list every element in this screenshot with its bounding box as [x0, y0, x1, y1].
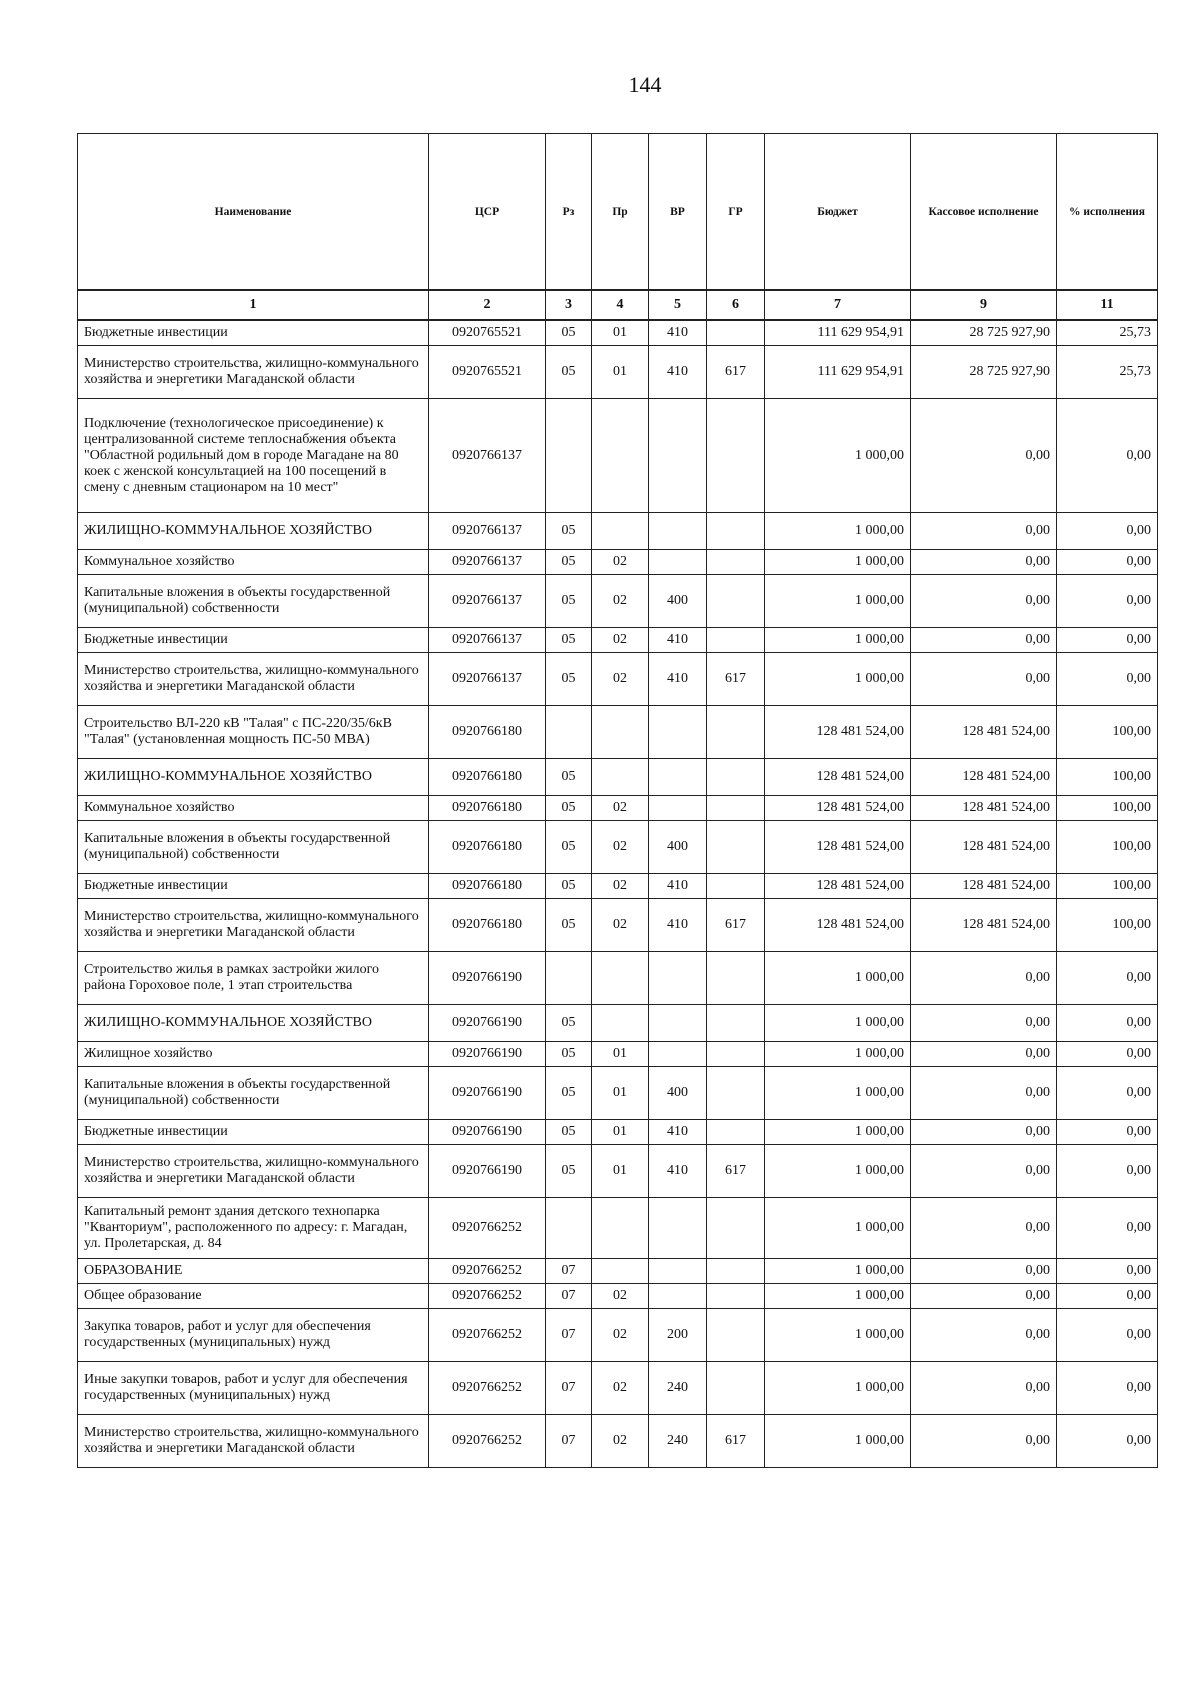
- row-gr: [707, 1042, 765, 1067]
- row-vr: 410: [649, 320, 707, 346]
- row-pct: 100,00: [1057, 796, 1158, 821]
- row-pct: 0,00: [1057, 653, 1158, 706]
- row-csr: 0920766190: [429, 1042, 546, 1067]
- row-gr: [707, 628, 765, 653]
- row-pr: [592, 706, 649, 759]
- row-pct: 25,73: [1057, 346, 1158, 399]
- row-csr: 0920766180: [429, 706, 546, 759]
- row-gr: [707, 550, 765, 575]
- row-pct: 0,00: [1057, 1309, 1158, 1362]
- row-rz: 05: [546, 759, 592, 796]
- row-name: Подключение (технологическое присоединение) к централизованной системе теплоснабжения объекта "Областной родильный дом в городе Магадане на 80 коек с женской консультацией на 100 посещений в смену с дневным стационаром на 10 мест": [78, 399, 429, 513]
- row-pct: 0,00: [1057, 1284, 1158, 1309]
- row-budget: 1 000,00: [765, 550, 911, 575]
- column-number: 9: [911, 290, 1057, 320]
- row-cash: 128 481 524,00: [911, 706, 1057, 759]
- row-cash: 0,00: [911, 575, 1057, 628]
- row-pct: 100,00: [1057, 821, 1158, 874]
- row-budget: 1 000,00: [765, 952, 911, 1005]
- row-budget: 128 481 524,00: [765, 796, 911, 821]
- row-pct: 0,00: [1057, 550, 1158, 575]
- row-pct: 0,00: [1057, 575, 1158, 628]
- row-gr: [707, 513, 765, 550]
- row-pr: 02: [592, 796, 649, 821]
- row-rz: 05: [546, 1042, 592, 1067]
- row-budget: 1 000,00: [765, 575, 911, 628]
- row-pct: 0,00: [1057, 1415, 1158, 1468]
- row-csr: 0920766137: [429, 550, 546, 575]
- row-csr: 0920766252: [429, 1362, 546, 1415]
- table-row: [78, 513, 1158, 550]
- row-rz: [546, 706, 592, 759]
- table-row: [78, 1067, 1158, 1120]
- row-gr: [707, 821, 765, 874]
- table-row: [78, 1309, 1158, 1362]
- row-pr: 01: [592, 1042, 649, 1067]
- row-gr: [707, 1005, 765, 1042]
- row-budget: 128 481 524,00: [765, 874, 911, 899]
- row-cash: 128 481 524,00: [911, 759, 1057, 796]
- row-name: Бюджетные инвестиции: [78, 1120, 429, 1145]
- row-name: Бюджетные инвестиции: [78, 628, 429, 653]
- page-number: 144: [628, 72, 662, 97]
- row-csr: 0920766190: [429, 1145, 546, 1198]
- row-budget: 1 000,00: [765, 1067, 911, 1120]
- row-gr: [707, 399, 765, 513]
- row-pct: 100,00: [1057, 706, 1158, 759]
- row-gr: [707, 1120, 765, 1145]
- row-cash: 0,00: [911, 1120, 1057, 1145]
- row-rz: 07: [546, 1362, 592, 1415]
- row-pct: 0,00: [1057, 1362, 1158, 1415]
- table-row: [78, 1145, 1158, 1198]
- row-gr: 617: [707, 1415, 765, 1468]
- row-rz: 07: [546, 1415, 592, 1468]
- header-rz: Рз: [546, 134, 592, 291]
- header-budget: Бюджет: [765, 134, 911, 291]
- row-cash: 0,00: [911, 399, 1057, 513]
- row-pr: [592, 513, 649, 550]
- row-name: Бюджетные инвестиции: [78, 320, 429, 346]
- row-pr: [592, 759, 649, 796]
- row-name: Капитальные вложения в объекты государственной (муниципальной) собственности: [78, 1067, 429, 1120]
- row-pct: 0,00: [1057, 1067, 1158, 1120]
- table-row: [78, 399, 1158, 513]
- row-rz: 05: [546, 821, 592, 874]
- row-rz: 05: [546, 513, 592, 550]
- row-rz: 05: [546, 1145, 592, 1198]
- row-rz: [546, 1198, 592, 1259]
- budget-execution-table: [77, 133, 1158, 1468]
- row-vr: 410: [649, 653, 707, 706]
- row-cash: 0,00: [911, 653, 1057, 706]
- row-rz: 05: [546, 320, 592, 346]
- row-vr: 410: [649, 346, 707, 399]
- column-number: 3: [546, 290, 592, 320]
- row-pr: 02: [592, 899, 649, 952]
- column-number: 5: [649, 290, 707, 320]
- row-name: Жилищное хозяйство: [78, 1042, 429, 1067]
- row-budget: 1 000,00: [765, 653, 911, 706]
- row-csr: 0920766137: [429, 628, 546, 653]
- row-rz: [546, 952, 592, 1005]
- column-number: 6: [707, 290, 765, 320]
- row-name: Строительство ВЛ-220 кВ "Талая" с ПС-220/35/6кВ "Талая" (установленная мощность ПС-50 МВА): [78, 706, 429, 759]
- table-row: [78, 1120, 1158, 1145]
- row-vr: 410: [649, 899, 707, 952]
- row-budget: 111 629 954,91: [765, 346, 911, 399]
- row-csr: 0920766190: [429, 1067, 546, 1120]
- row-name: ЖИЛИЩНО-КОММУНАЛЬНОЕ ХОЗЯЙСТВО: [78, 759, 429, 796]
- column-number: 11: [1057, 290, 1158, 320]
- table-body: [78, 320, 1158, 1468]
- table-row: [78, 1198, 1158, 1259]
- row-vr: 400: [649, 1067, 707, 1120]
- header-name: Наименование: [78, 134, 429, 291]
- row-rz: 07: [546, 1259, 592, 1284]
- row-cash: 0,00: [911, 1145, 1057, 1198]
- row-gr: [707, 1067, 765, 1120]
- row-budget: 1 000,00: [765, 1042, 911, 1067]
- header-gr: ГР: [707, 134, 765, 291]
- row-cash: 0,00: [911, 1415, 1057, 1468]
- row-csr: 0920766252: [429, 1415, 546, 1468]
- row-csr: 0920766252: [429, 1284, 546, 1309]
- row-pct: 100,00: [1057, 899, 1158, 952]
- row-pct: 0,00: [1057, 628, 1158, 653]
- row-vr: [649, 1284, 707, 1309]
- row-pr: 02: [592, 628, 649, 653]
- row-gr: [707, 1198, 765, 1259]
- row-pct: 0,00: [1057, 1259, 1158, 1284]
- row-pr: [592, 1259, 649, 1284]
- row-budget: 1 000,00: [765, 513, 911, 550]
- row-gr: [707, 1362, 765, 1415]
- row-budget: 128 481 524,00: [765, 821, 911, 874]
- row-budget: 1 000,00: [765, 1120, 911, 1145]
- row-cash: 128 481 524,00: [911, 874, 1057, 899]
- row-gr: [707, 575, 765, 628]
- row-cash: 0,00: [911, 1067, 1057, 1120]
- row-csr: 0920765521: [429, 346, 546, 399]
- row-name: Иные закупки товаров, работ и услуг для обеспечения государственных (муниципальных) нужд: [78, 1362, 429, 1415]
- row-rz: [546, 399, 592, 513]
- table-row: [78, 550, 1158, 575]
- row-gr: [707, 874, 765, 899]
- row-vr: 400: [649, 575, 707, 628]
- row-rz: 05: [546, 653, 592, 706]
- row-csr: 0920766190: [429, 1005, 546, 1042]
- row-budget: 1 000,00: [765, 1309, 911, 1362]
- table-row: [78, 346, 1158, 399]
- row-csr: 0920766180: [429, 874, 546, 899]
- table-row: [78, 1259, 1158, 1284]
- row-pct: 0,00: [1057, 1120, 1158, 1145]
- row-vr: 400: [649, 821, 707, 874]
- row-vr: [649, 399, 707, 513]
- row-vr: [649, 1042, 707, 1067]
- row-cash: 0,00: [911, 1198, 1057, 1259]
- row-pr: 01: [592, 346, 649, 399]
- row-name: Министерство строительства, жилищно-коммунального хозяйства и энергетики Магаданской области: [78, 346, 429, 399]
- row-csr: 0920766252: [429, 1198, 546, 1259]
- row-vr: 200: [649, 1309, 707, 1362]
- row-pr: [592, 399, 649, 513]
- row-budget: 128 481 524,00: [765, 706, 911, 759]
- row-rz: 05: [546, 628, 592, 653]
- row-csr: 0920766190: [429, 952, 546, 1005]
- row-csr: 0920766252: [429, 1309, 546, 1362]
- row-gr: 617: [707, 346, 765, 399]
- row-rz: 05: [546, 1005, 592, 1042]
- table-row: [78, 320, 1158, 346]
- row-gr: [707, 320, 765, 346]
- row-vr: [649, 796, 707, 821]
- row-csr: 0920766252: [429, 1259, 546, 1284]
- row-budget: 1 000,00: [765, 1005, 911, 1042]
- row-cash: 128 481 524,00: [911, 899, 1057, 952]
- row-pct: 0,00: [1057, 399, 1158, 513]
- row-pr: 01: [592, 1120, 649, 1145]
- row-csr: 0920766190: [429, 1120, 546, 1145]
- row-budget: 1 000,00: [765, 399, 911, 513]
- row-rz: 05: [546, 550, 592, 575]
- table-row: [78, 706, 1158, 759]
- row-pr: 02: [592, 1284, 649, 1309]
- table-row: [78, 1042, 1158, 1067]
- row-name: ОБРАЗОВАНИЕ: [78, 1259, 429, 1284]
- row-csr: 0920766137: [429, 399, 546, 513]
- row-cash: 0,00: [911, 1005, 1057, 1042]
- row-name: ЖИЛИЩНО-КОММУНАЛЬНОЕ ХОЗЯЙСТВО: [78, 1005, 429, 1042]
- row-budget: 128 481 524,00: [765, 899, 911, 952]
- row-cash: 28 725 927,90: [911, 320, 1057, 346]
- table-row: [78, 874, 1158, 899]
- table-row: [78, 952, 1158, 1005]
- header-row: [78, 134, 1158, 291]
- row-csr: 0920766137: [429, 513, 546, 550]
- column-number-row: [78, 290, 1158, 320]
- row-rz: 05: [546, 899, 592, 952]
- row-pr: 01: [592, 1145, 649, 1198]
- row-cash: 0,00: [911, 1362, 1057, 1415]
- column-number: 1: [78, 290, 429, 320]
- row-gr: [707, 1284, 765, 1309]
- row-pr: [592, 952, 649, 1005]
- row-name: ЖИЛИЩНО-КОММУНАЛЬНОЕ ХОЗЯЙСТВО: [78, 513, 429, 550]
- row-budget: 1 000,00: [765, 1198, 911, 1259]
- row-vr: 410: [649, 1120, 707, 1145]
- row-vr: 410: [649, 628, 707, 653]
- row-csr: 0920766180: [429, 759, 546, 796]
- row-cash: 0,00: [911, 1042, 1057, 1067]
- row-gr: [707, 759, 765, 796]
- row-pct: 100,00: [1057, 759, 1158, 796]
- column-number: 4: [592, 290, 649, 320]
- row-vr: [649, 952, 707, 1005]
- table-row: [78, 1362, 1158, 1415]
- row-rz: 05: [546, 796, 592, 821]
- row-cash: 0,00: [911, 952, 1057, 1005]
- row-vr: 410: [649, 874, 707, 899]
- row-cash: 0,00: [911, 1259, 1057, 1284]
- table-row: [78, 796, 1158, 821]
- table-row: [78, 1005, 1158, 1042]
- table-row: [78, 1415, 1158, 1468]
- row-name: Коммунальное хозяйство: [78, 796, 429, 821]
- row-pct: 0,00: [1057, 513, 1158, 550]
- row-vr: 410: [649, 1145, 707, 1198]
- row-budget: 1 000,00: [765, 1415, 911, 1468]
- row-csr: 0920766180: [429, 821, 546, 874]
- row-name: Закупка товаров, работ и услуг для обеспечения государственных (муниципальных) нужд: [78, 1309, 429, 1362]
- row-cash: 128 481 524,00: [911, 796, 1057, 821]
- row-pr: 02: [592, 821, 649, 874]
- row-cash: 0,00: [911, 1284, 1057, 1309]
- row-name: Капитальные вложения в объекты государственной (муниципальной) собственности: [78, 575, 429, 628]
- row-gr: [707, 1259, 765, 1284]
- row-name: Общее образование: [78, 1284, 429, 1309]
- row-pr: 02: [592, 874, 649, 899]
- row-pr: 02: [592, 550, 649, 575]
- row-pr: [592, 1005, 649, 1042]
- row-budget: 111 629 954,91: [765, 320, 911, 346]
- row-gr: [707, 706, 765, 759]
- row-rz: 05: [546, 1067, 592, 1120]
- row-pr: [592, 1198, 649, 1259]
- row-vr: [649, 706, 707, 759]
- row-cash: 0,00: [911, 550, 1057, 575]
- row-gr: 617: [707, 899, 765, 952]
- row-name: Министерство строительства, жилищно-коммунального хозяйства и энергетики Магаданской области: [78, 653, 429, 706]
- row-vr: [649, 1005, 707, 1042]
- row-pr: 01: [592, 1067, 649, 1120]
- row-gr: [707, 1309, 765, 1362]
- row-vr: [649, 759, 707, 796]
- row-pct: 0,00: [1057, 952, 1158, 1005]
- table-row: [78, 899, 1158, 952]
- row-vr: [649, 1259, 707, 1284]
- row-csr: 0920766180: [429, 796, 546, 821]
- row-budget: 1 000,00: [765, 1259, 911, 1284]
- column-number: 2: [429, 290, 546, 320]
- row-rz: 07: [546, 1309, 592, 1362]
- row-pct: 0,00: [1057, 1005, 1158, 1042]
- row-budget: 1 000,00: [765, 1284, 911, 1309]
- row-rz: 05: [546, 575, 592, 628]
- row-gr: 617: [707, 1145, 765, 1198]
- header-cash: Кассовое исполнение: [911, 134, 1057, 291]
- header-vr: ВР: [649, 134, 707, 291]
- row-pct: 0,00: [1057, 1198, 1158, 1259]
- row-pr: 01: [592, 320, 649, 346]
- table-row: [78, 821, 1158, 874]
- row-cash: 28 725 927,90: [911, 346, 1057, 399]
- row-cash: 0,00: [911, 1309, 1057, 1362]
- row-vr: [649, 550, 707, 575]
- row-pr: 02: [592, 1415, 649, 1468]
- row-pr: 02: [592, 575, 649, 628]
- row-name: Министерство строительства, жилищно-коммунального хозяйства и энергетики Магаданской области: [78, 1145, 429, 1198]
- row-name: Строительство жилья в рамках застройки жилого района Гороховое поле, 1 этап строительства: [78, 952, 429, 1005]
- row-rz: 05: [546, 874, 592, 899]
- table-row: [78, 575, 1158, 628]
- row-rz: 05: [546, 346, 592, 399]
- table-row: [78, 759, 1158, 796]
- row-pr: 02: [592, 653, 649, 706]
- row-gr: [707, 952, 765, 1005]
- row-csr: 0920766137: [429, 653, 546, 706]
- row-cash: 0,00: [911, 628, 1057, 653]
- row-name: Капитальный ремонт здания детского технопарка "Кванториум", расположенного по адресу: г. Магадан, ул. Пролетарская, д. 84: [78, 1198, 429, 1259]
- row-name: Министерство строительства, жилищно-коммунального хозяйства и энергетики Магаданской области: [78, 899, 429, 952]
- row-name: Министерство строительства, жилищно-коммунального хозяйства и энергетики Магаданской области: [78, 1415, 429, 1468]
- row-vr: 240: [649, 1415, 707, 1468]
- row-gr: [707, 796, 765, 821]
- row-csr: 0920765521: [429, 320, 546, 346]
- row-budget: 1 000,00: [765, 1145, 911, 1198]
- row-name: Капитальные вложения в объекты государственной (муниципальной) собственности: [78, 821, 429, 874]
- row-pct: 25,73: [1057, 320, 1158, 346]
- header-pct: % исполнения: [1057, 134, 1158, 291]
- row-budget: 1 000,00: [765, 1362, 911, 1415]
- row-vr: [649, 1198, 707, 1259]
- row-pct: 0,00: [1057, 1042, 1158, 1067]
- row-name: Коммунальное хозяйство: [78, 550, 429, 575]
- table-row: [78, 628, 1158, 653]
- row-name: Бюджетные инвестиции: [78, 874, 429, 899]
- row-csr: 0920766180: [429, 899, 546, 952]
- row-budget: 128 481 524,00: [765, 759, 911, 796]
- row-rz: 07: [546, 1284, 592, 1309]
- header-pr: Пр: [592, 134, 649, 291]
- column-number: 7: [765, 290, 911, 320]
- row-pct: 100,00: [1057, 874, 1158, 899]
- table-row: [78, 653, 1158, 706]
- header-csr: ЦСР: [429, 134, 546, 291]
- row-pct: 0,00: [1057, 1145, 1158, 1198]
- row-cash: 0,00: [911, 513, 1057, 550]
- row-vr: [649, 513, 707, 550]
- row-cash: 128 481 524,00: [911, 821, 1057, 874]
- row-vr: 240: [649, 1362, 707, 1415]
- row-budget: 1 000,00: [765, 628, 911, 653]
- row-rz: 05: [546, 1120, 592, 1145]
- row-gr: 617: [707, 653, 765, 706]
- row-csr: 0920766137: [429, 575, 546, 628]
- row-pr: 02: [592, 1309, 649, 1362]
- table-row: [78, 1284, 1158, 1309]
- row-pr: 02: [592, 1362, 649, 1415]
